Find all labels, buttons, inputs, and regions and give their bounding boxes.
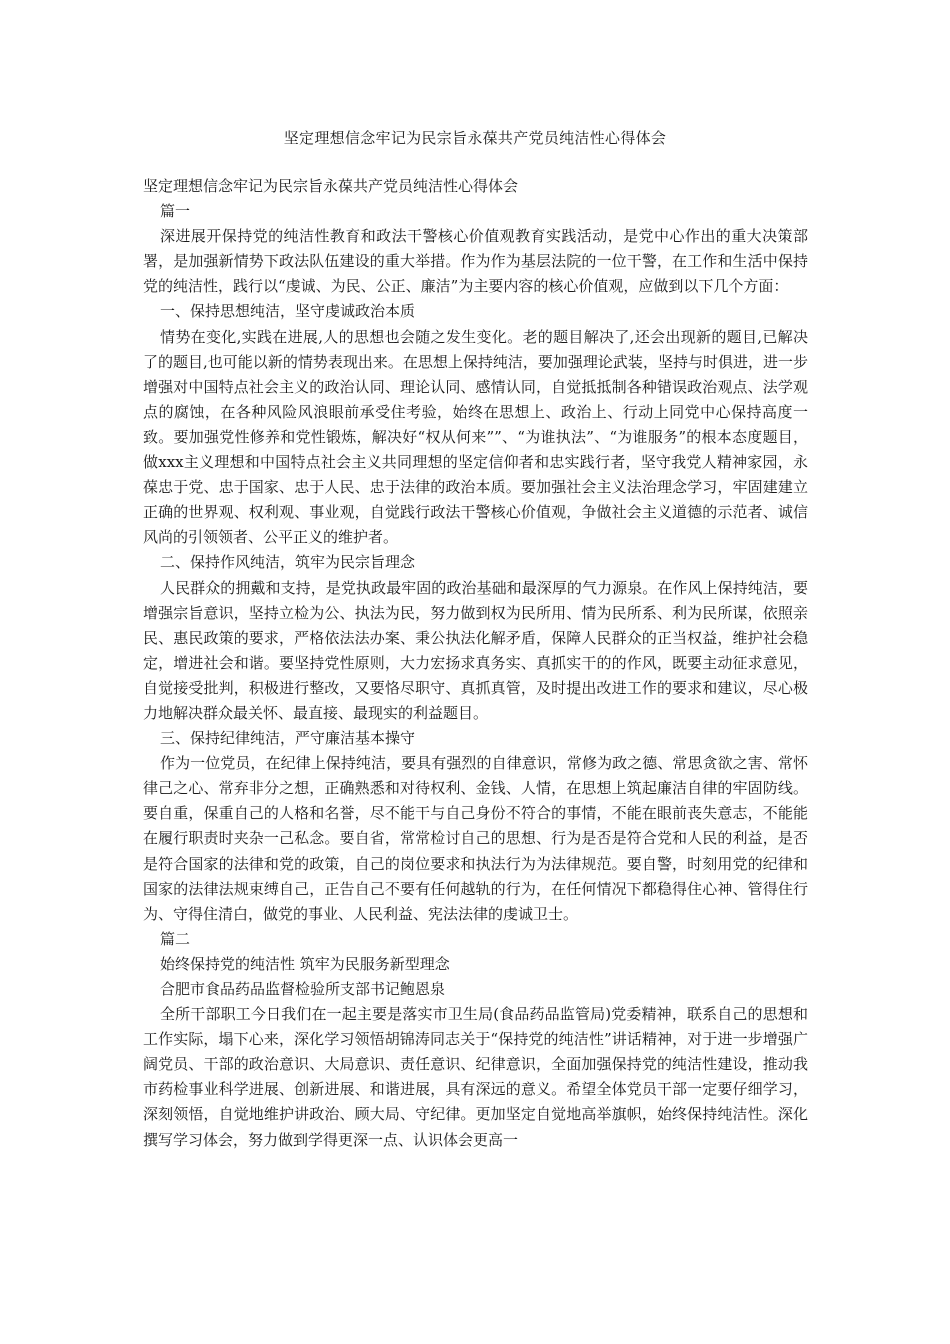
intro-paragraph: 深进展开保持党的纯洁性教育和政法干警核心价值观教育实践活动，是党中心作出的重大决策部署，是加强新情势下政法队伍建设的重大举措。作为作为基层法院的一位干警，在工作和生活中保持党的纯洁性，践行以“虔诚、为民、公正、廉洁”为主要内容的核心价值观，应做到以下几个方面： [143, 227, 808, 296]
section-heading-part-one: 篇一 [160, 202, 191, 221]
paragraph-thought-purity: 情势在变化,实践在进展,人的思想也会随之发生变化。老的题目解决了,还会出现新的题目,已解决了的题目,也可能以新的情势表现出来。在思想上保持纯洁，要加强理论武装，坚持与时俱进，进一步增强对中国特点社会主义的政治认同、理论认同、感情认同，自觉抵抵制各种错误政治观点、法学观点的腐蚀，在各种风险风浪眼前承受住考验，始终在思想上、政治上、行动上同党中心保持高度一致。要加强党性修养和党性锻炼，解决好“权从何来””、“为谁执法”、“为谁服务”的根本态度题目，做xxx主义理想和中国特点社会主义共同理想的坚定信仰者和忠实践行者，坚守我党人精神家园，永葆忠于党、忠于国家、忠于人民、忠于法律的政治本质。要加强社会主义法治理念学习，牢固建建立正确的世界观、权利观、事业观，自觉践行政法干警核心价值观，争做社会主义道德的示范者、诚信风尚的引领领者、公平正义的维护者。 [143, 327, 808, 547]
heading-style-purity: 二、保持作风纯洁，筑牢为民宗旨理念 [160, 553, 416, 572]
section-heading-part-two: 篇二 [160, 929, 191, 948]
heading-discipline-purity: 三、保持纪律纯洁，严守廉洁基本操守 [160, 729, 416, 748]
subtitle-paragraph: 坚定理想信念牢记为民宗旨永葆共产党员纯洁性心得体会 [143, 177, 519, 195]
part-two-title: 始终保持党的纯洁性 筑牢为民服务新型理念 [160, 954, 450, 973]
document-body [143, 174, 808, 1153]
paragraph-style-purity: 人民群众的拥戴和支持，是党执政最牢固的政治基础和最深厚的气力源泉。在作风上保持纯洁，要增强宗旨意识，坚持立检为公、执法为民，努力做到权为民所用、情为民所系、利为民所谋，依照亲民、惠民政策的要求，严格依法法办案、秉公执法化解矛盾，保障人民群众的正当权益，维护社会稳定，增进社会和谐。要坚持党性原则，大力宏扬求真务实、真抓实干的的作风，既要主动征求意见，自觉接受批判，积极进行整改，又要恪尽职守、真抓真管，及时提出改进工作的要求和建议，尽心极力地解决群众最关怀、最直接、最现实的利益题目。 [143, 578, 808, 722]
heading-thought-purity: 一、保持思想纯洁，坚守虔诚政治本质 [160, 302, 416, 321]
part-two-author: 合肥市食品药品监督检验所支部书记鲍恩泉 [160, 980, 446, 998]
paragraph-discipline-purity: 作为一位党员，在纪律上保持纯洁，要具有强烈的自律意识，常修为政之德、常思贪欲之害、常怀律己之心、常弃非分之想，正确熟悉和对待权利、金钱、人情，在思想上筑起廉洁自律的牢固防线。要自重，保重自己的人格和名誉，尽不能干与自己身份不符合的事情，不能在眼前丧失意志，不能能在履行职责时夹杂一己私念。要自省，常常检讨自己的思想、行为是否是符合党和人民的利益，是否是符合国家的法律和党的政策，自己的岗位要求和执法行为为法律规范。要自警，时刻用党的纪律和国家的法律法规束缚自己，正告自己不要有任何越轨的行为，在任何情况下都稳得住心神、管得住行为、守得住清白，做党的事业、人民利益、宪法法律的虔诚卫士。 [143, 754, 808, 923]
part-two-paragraph: 全所干部职工今日我们在一起主要是落实市卫生局(食品药品监管局)党委精神，联系自己的思想和工作实际，塌下心来，深化学习领悟胡锦涛同志关于“保持党的纯洁性”讲话精神，对于进一步增强广阔党员、干部的政治意识、大局意识、责任意识、纪律意识，全面加强保持党的纯洁性建设，推动我市药检事业科学进展、创新进展、和谐进展，具有深远的意义。希望全体党员干部一定要仔细学习，深刻领悟，自觉地维护讲政治、顾大局、守纪律。更加坚定自觉地高举旗帜，始终保持纯洁性。深化撰写学习体会，努力做到学得更深一点、认识体会更高一 [143, 1005, 808, 1149]
document-title: 坚定理想信念牢记为民宗旨永葆共产党员纯洁性心得体会 [283, 129, 667, 147]
